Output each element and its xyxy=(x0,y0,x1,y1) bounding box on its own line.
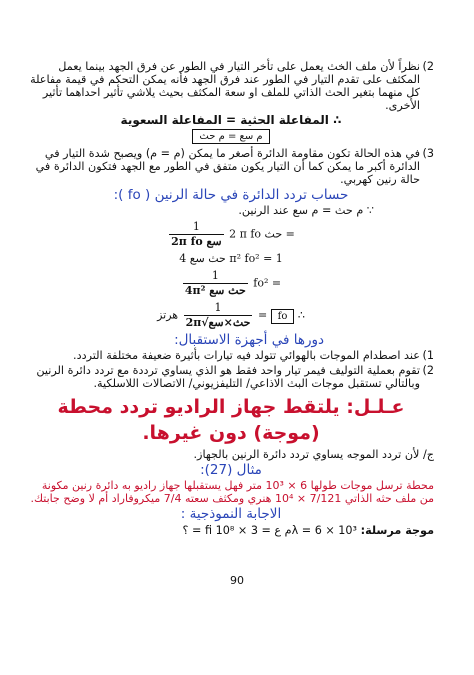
answer-label: موجة مرسلة: xyxy=(360,524,434,537)
equation-3-numerator: 1 xyxy=(183,269,248,284)
equation-1-fraction xyxy=(169,220,224,249)
equations-block xyxy=(28,220,434,330)
equation-3 xyxy=(28,269,434,298)
boxed-equality-row xyxy=(28,129,434,144)
section-3 xyxy=(28,147,434,186)
example-heading: مثال (27): xyxy=(200,462,262,478)
section-2 xyxy=(28,60,434,112)
section-2-number: 2) xyxy=(422,60,434,73)
role-item-1-text: عند اصطدام الموجات بالهوائي تتولد فيه تيارات بأثيرة ضعيفة مختلفة التردد. xyxy=(73,349,420,362)
answer-values: λ = 6 × 10³م ع = 3 × 10⁸ fi = ؟ xyxy=(182,524,358,537)
role-item-1-number: 1) xyxy=(422,349,434,362)
resonance-condition: ∵ م حث = م سع عند الرنين. xyxy=(238,204,374,217)
boxed-equality: م سع = م حث xyxy=(192,129,269,144)
section-3-text: في هذه الحالة تكون مقاومة الدائرة أصغر ما يمكن (م = م) ويصبح شدة التيار في الدائرة أكبر ما يمكن كما أن التيار يكون متفق في الطور مع الجهد فتكون الدائرة في حالة رنين كهربي. xyxy=(35,147,420,186)
reason-question: عـلـل: يلتقط جهاز الراديو تردد محطة (موجة) دون غيرها. xyxy=(57,396,405,444)
page-content xyxy=(28,60,434,539)
equation-4-fraction xyxy=(184,301,253,330)
equation-4 xyxy=(28,301,434,330)
role-item-2-text: تقوم بعملية التوليف فيمر تيار واحد فقط هو الذي يساوي ترددة مع تردد دائرة الرنين وبالتالي تستقبل موجات البث الاذاعي/ التليفزيوني/ الاتصالات اللاسلكية. xyxy=(36,364,420,390)
reactance-equality: ∴ المفاعلة الحثية = المفاعلة السعوية xyxy=(120,113,342,127)
equation-1 xyxy=(28,220,434,249)
heading-receiver-role: دورها في أجهزة الاستقبال: xyxy=(174,332,324,348)
section-3-number: 3) xyxy=(422,147,434,160)
equation-4-therefore: ∴ xyxy=(297,308,305,322)
heading-resonance-frequency: حساب تردد الدائرة في حالة الرنين ( fo ): xyxy=(113,187,349,203)
equation-3-left: fo² = xyxy=(253,276,282,290)
equation-3-fraction xyxy=(183,269,248,298)
equation-4-boxed-symbol: fo xyxy=(271,309,295,324)
example-problem: محطة ترسل موجات طولها 6 × 10³ متر فهل يستقبلها جهاز راديو به دائرة رنين مكونة من ملف حثه الذاتي 7/121 × 10⁴ هنري ومكثف سعته 7/4 ميكروفاراد أم لا وضح جابتك. xyxy=(30,479,434,505)
answer-row xyxy=(28,524,434,537)
page-number: 90 xyxy=(230,574,244,587)
equation-1-left: 2 π fo حث = xyxy=(229,227,295,241)
role-item-2-number: 2) xyxy=(422,364,434,377)
role-item-2 xyxy=(28,364,434,390)
equation-4-denominator: 2π√حث×سع xyxy=(185,316,251,329)
equation-4-unit: هرتز xyxy=(157,308,179,322)
reason-answer: ج/ لأن تردد الموجه يساوي تردد دائرة الرنين بالجهاز. xyxy=(193,448,434,461)
equation-1-numerator: 1 xyxy=(169,220,224,235)
equation-3-denominator: 4π² حث سع xyxy=(184,284,246,297)
equation-4-numerator: 1 xyxy=(184,301,253,316)
equation-2: 4 حث سع π² fo² = 1 xyxy=(179,252,283,265)
equation-4-equals: = xyxy=(257,308,268,322)
equation-1-denominator: 2π fo سع xyxy=(171,235,222,248)
role-item-1 xyxy=(28,349,434,362)
model-answer-heading: الاجابة النموذجية : xyxy=(180,506,282,522)
section-2-text: نظراً لأن ملف الخث يعمل على تأخر التيار في الطور عن فرق الجهد بينما يعمل المكثف على تقدم التيار في الطور عند فرق الجهد فأنه يمكن التحكم في قيمة مفاعلة كل منهما بتغير الحث الذاتي للملف او سعة المكثف بحيث يلاشي تأثير احداهما تأثير الأخرى. xyxy=(30,60,420,112)
